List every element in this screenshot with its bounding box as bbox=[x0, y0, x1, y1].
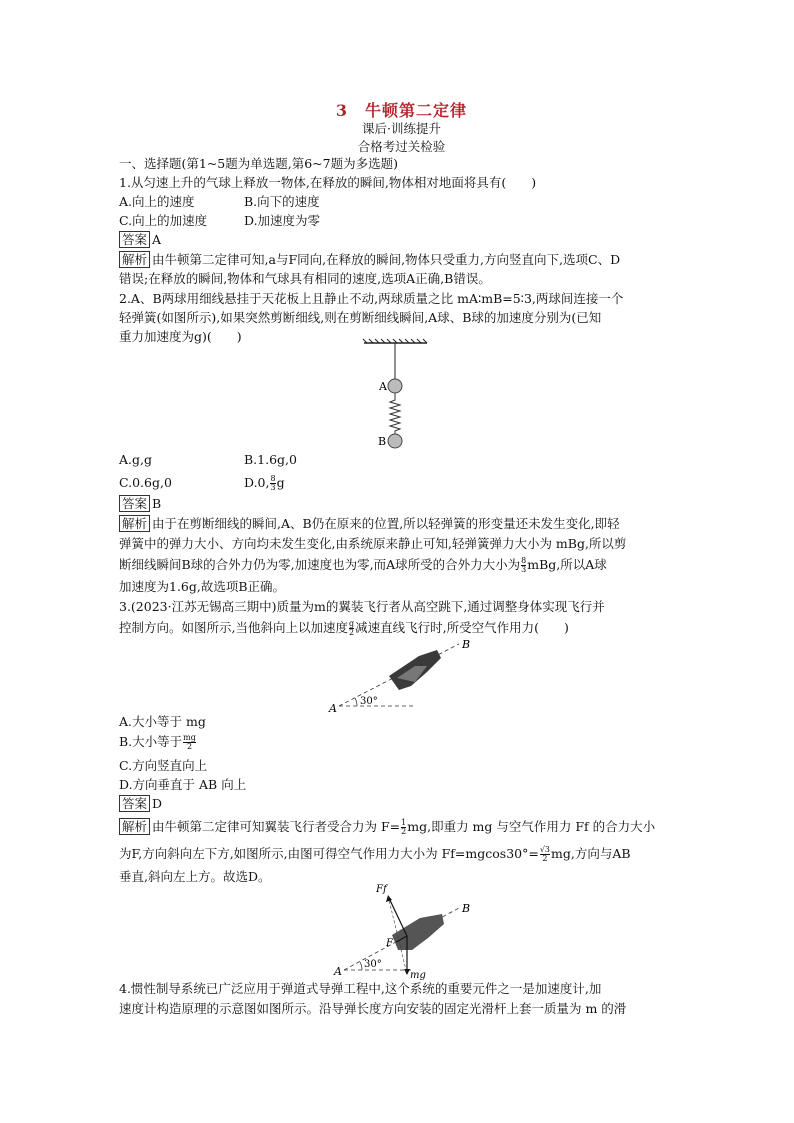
q3-answer-value: D bbox=[152, 796, 163, 811]
answer-tag: 答案 bbox=[119, 231, 150, 248]
label-a: A bbox=[334, 965, 342, 978]
angle-label: 30° bbox=[360, 696, 378, 707]
q3-analysis-1: 解析 由牛顿第二定律可知翼装飞行者受合力为 F= $\frac{1}{2}$ mg,即重力 mg 与空气作用力 Ff 的合力大小 bbox=[119, 818, 655, 836]
q1-answer bbox=[119, 231, 161, 249]
label-b: B bbox=[462, 902, 471, 915]
q3-option-c: C.方向竖直向上 bbox=[119, 758, 208, 773]
label-mg: mg bbox=[410, 970, 426, 980]
answer-tag: 答案 bbox=[119, 495, 150, 512]
spring bbox=[390, 393, 400, 435]
ball-b bbox=[388, 434, 402, 448]
fraction: $\frac{8}{3}$ bbox=[270, 474, 276, 492]
label-b: B bbox=[462, 638, 471, 651]
q3-stem-1: 3.(2023·江苏无锡高三期中)质量为m的翼装飞行者从高空跳下,通过调整身体实现飞行并 bbox=[119, 599, 605, 614]
q2-analysis-1 bbox=[119, 515, 620, 533]
q2-analysis-text-1: 由于在剪断细线的瞬间,A、B仍在原来的位置,所以轻弹簧的形变量还未发生变化,即轻 bbox=[152, 516, 620, 531]
analysis-tag: 解析 bbox=[119, 515, 150, 532]
q2-answer bbox=[119, 495, 161, 513]
q2-analysis-3: 断细线瞬间B球的合外力仍为零,加速度也为零,而A球所受的合外力大小为 $\frac{8}{3}$ mBg,所以A球 bbox=[119, 556, 607, 574]
angle-label: 30° bbox=[364, 959, 382, 970]
analysis-tag: 解析 bbox=[119, 251, 150, 268]
page-subtitle: 课后·训练提升 bbox=[362, 121, 441, 136]
analysis-tag: 解析 bbox=[119, 818, 150, 835]
q4-stem-2: 速度计构造原理的示意图如图所示。沿导弹长度方向安装的固定光滑杆上套一质量为 m 的滑 bbox=[119, 1001, 627, 1016]
flyer-figure bbox=[319, 636, 519, 718]
q3-option-a: A.大小等于 mg bbox=[119, 714, 206, 729]
q2-option-b: B.1.6g,0 bbox=[244, 452, 297, 467]
fraction: $\frac{mg}{2}$ bbox=[183, 733, 196, 751]
q3-option-b: B.大小等于 $\frac{mg}{2}$ bbox=[119, 733, 196, 751]
fraction: $\frac{8}{3}$ bbox=[521, 556, 527, 574]
spring-balls-figure bbox=[359, 338, 449, 453]
page-subtitle-2: 合格考过关检验 bbox=[357, 139, 446, 154]
q2-option-a: A.g,g bbox=[119, 452, 152, 467]
ball-a bbox=[388, 379, 402, 393]
q3-analysis-2: 为F,方向斜向左下方,如图所示,由图可得空气作用力大小为 Ff=mgcos30°= $\frac{√3}{2}$ mg,方向与AB bbox=[119, 845, 631, 863]
answer-tag: 答案 bbox=[119, 795, 150, 812]
q3-stem-2: 控制方向。如图所示,当他斜向上以加速度 $\frac{g}{2}$ 减速直线飞行时,所受空气作用力( ) bbox=[119, 619, 569, 637]
q4-stem-1: 4.惯性制导系统已广泛应用于弹道式导弹工程中,这个系统的重要元件之一是加速度计,加 bbox=[119, 981, 602, 996]
q2-analysis-4: 加速度为1.6g,故选项B正确。 bbox=[119, 579, 286, 594]
q3-answer bbox=[119, 795, 162, 813]
q1-option-d: D.加速度为零 bbox=[244, 213, 321, 228]
force-diagram-figure bbox=[324, 880, 484, 980]
q1-stem: 1.从匀速上升的气球上释放一物体,在释放的瞬间,物体相对地面将具有( ) bbox=[119, 175, 537, 190]
fraction: $\frac{√3}{2}$ bbox=[539, 845, 551, 863]
label-a: A bbox=[379, 380, 387, 393]
q1-option-c: C.向上的加速度 bbox=[119, 213, 208, 228]
fraction: $\frac{1}{2}$ bbox=[401, 818, 407, 836]
q3-analysis-3: 垂直,斜向左上方。故选D。 bbox=[119, 869, 271, 884]
q2-answer-value: B bbox=[152, 496, 162, 511]
label-f: F bbox=[386, 938, 393, 949]
q1-analysis-text-1: 由牛顿第二定律可知,a与F同向,在释放的瞬间,物体只受重力,方向竖直向下,选项C、D bbox=[152, 252, 621, 267]
q2-option-d: D.0, $\frac{8}{3}$ g bbox=[244, 474, 285, 492]
label-b: B bbox=[378, 435, 387, 448]
q2-option-c: C.0.6g,0 bbox=[119, 475, 172, 490]
q1-option-a: A.向上的速度 bbox=[119, 194, 195, 209]
label-ff: Ff bbox=[376, 884, 387, 895]
label-a: A bbox=[329, 702, 337, 715]
q1-analysis-1 bbox=[119, 251, 620, 269]
q3-option-d: D.方向垂直于 AB 向上 bbox=[119, 777, 247, 792]
q1-analysis-2: 错误;在释放的瞬间,物体和气球具有相同的速度,选项A正确,B错误。 bbox=[119, 271, 491, 286]
q1-option-b: B.向下的速度 bbox=[244, 194, 320, 209]
section-heading: 一、选择题(第1~5题为单选题,第6~7题为多选题) bbox=[119, 156, 398, 171]
q1-answer-value: A bbox=[152, 232, 162, 247]
page-title: 3 牛顿第二定律 bbox=[335, 101, 468, 120]
q2-stem-1: 2.A、B两球用细线悬挂于天花板上且静止不动,两球质量之比 mA∶mB=5∶3,两球间连接一个 bbox=[119, 291, 624, 306]
q2-stem-3: 重力加速度为g)( ) bbox=[119, 329, 242, 344]
fraction: $\frac{g}{2}$ bbox=[348, 619, 355, 637]
q2-stem-2: 轻弹簧(如图所示),如果突然剪断细线,则在剪断细线瞬间,A球、B球的加速度分别为(已知 bbox=[119, 310, 602, 325]
air-force-vector bbox=[388, 896, 407, 936]
q2-analysis-2: 弹簧中的弹力大小、方向均未发生变化,由系统原来静止可知,轻弹簧弹力大小为 mBg,所以剪 bbox=[119, 536, 627, 551]
